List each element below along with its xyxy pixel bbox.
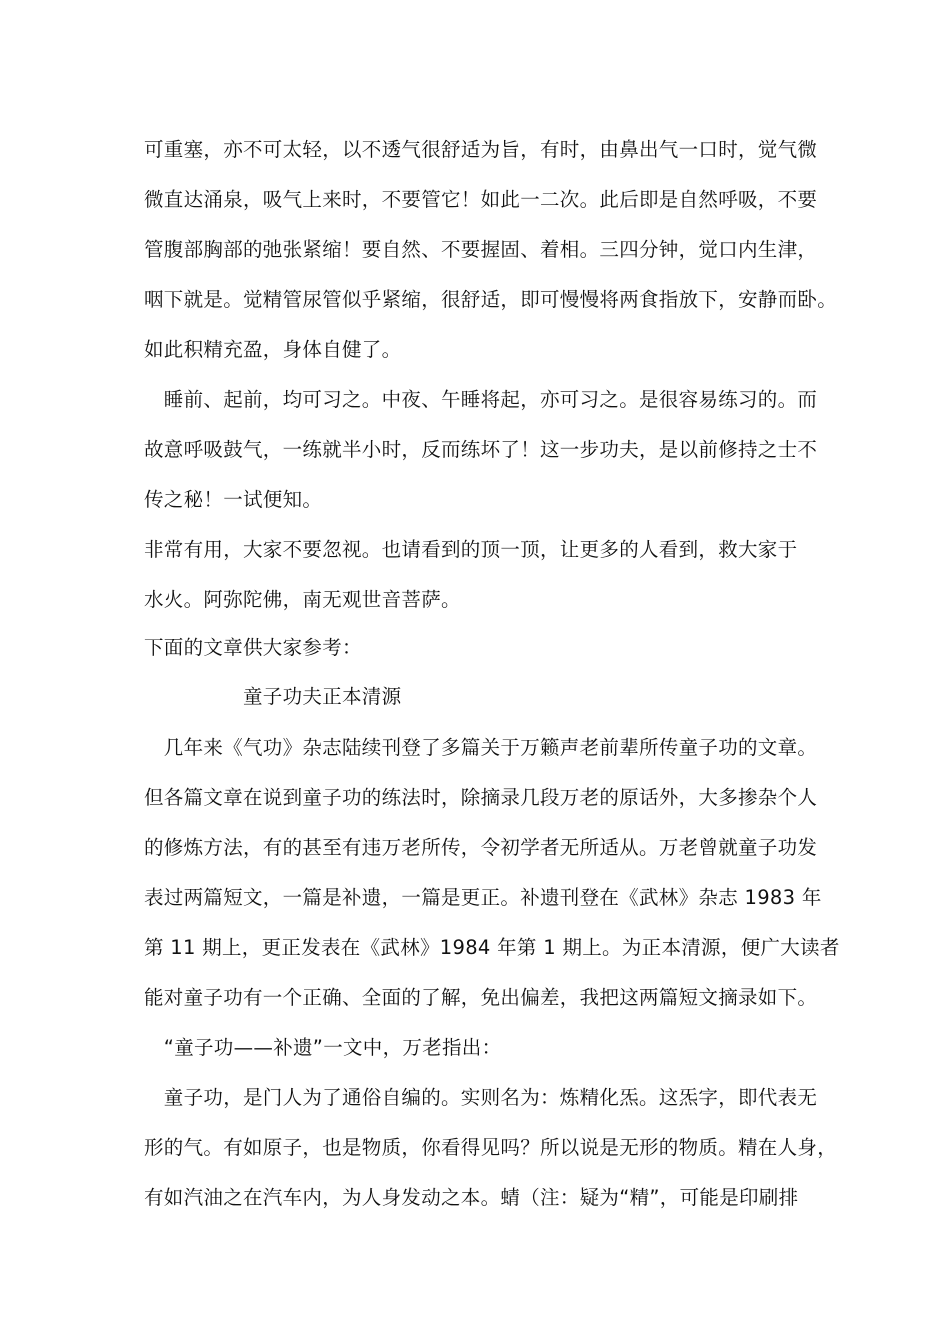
text-line: 几年来《气功》杂志陆续刊登了多篇关于万籁声老前辈所传童子功的文章。 <box>144 736 818 759</box>
text-line: 微直达涌泉，吸气上来时，不要管它！如此一二次。此后即是自然呼吸，不要 <box>144 188 818 211</box>
text-line: 的修炼方法，有的甚至有违万老所传，令初学者无所适从。万老曾就童子功发 <box>144 836 818 859</box>
text-line: 能对童子功有一个正确、全面的了解，免出偏差，我把这两篇短文摘录如下。 <box>144 986 818 1009</box>
text-line: 咽下就是。觉精管尿管似乎紧缩，很舒适，即可慢慢将两食指放下，安静而卧。 <box>144 288 838 311</box>
text-line: 传之秘！一试便知。 <box>144 488 323 511</box>
text-line: 童子功，是门人为了通俗自编的。实则名为：炼精化炁。这炁字，即代表无 <box>144 1086 818 1109</box>
text-line: 水火。阿弥陀佛，南无观世音菩萨。 <box>144 588 461 611</box>
text-line: 表过两篇短文，一篇是补遗，一篇是更正。补遗刊登在《武林》杂志 1983 年 <box>144 886 822 909</box>
article-title: 童子功夫正本清源 <box>144 685 402 708</box>
text-line: 管腹部胸部的弛张紧缩！要自然、不要握固、着相。三四分钟，觉口内生津， <box>144 238 818 261</box>
text-line: 如此积精充盈，身体自健了。 <box>144 338 402 361</box>
text-line: 形的气。有如原子，也是物质，你看得见吗？所以说是无形的物质。精在人身， <box>144 1136 838 1159</box>
text-line: 下面的文章供大家参考： <box>144 636 362 659</box>
text-line: “童子功——补遗”一文中，万老指出： <box>144 1036 502 1059</box>
text-line: 睡前、起前，均可习之。中夜、午睡将起，亦可习之。是很容易练习的。而 <box>144 388 818 411</box>
text-line: 有如汽油之在汽车内，为人身发动之本。蜻（注：疑为“精”，可能是印刷排 <box>144 1186 799 1209</box>
text-line: 可重塞，亦不可太轻，以不透气很舒适为旨，有时，由鼻出气一口时，觉气微 <box>144 138 818 161</box>
text-line: 但各篇文章在说到童子功的练法时，除摘录几段万老的原话外，大多掺杂个人 <box>144 786 818 809</box>
text-line: 非常有用，大家不要忽视。也请看到的顶一顶，让更多的人看到，救大家于 <box>144 538 798 561</box>
text-line: 故意呼吸鼓气，一练就半小时，反而练坏了！这一步功夫，是以前修持之士不 <box>144 438 818 461</box>
text-line: 第 11 期上，更正发表在《武林》1984 年第 1 期上。为正本清源，便广大读者 <box>144 936 840 959</box>
